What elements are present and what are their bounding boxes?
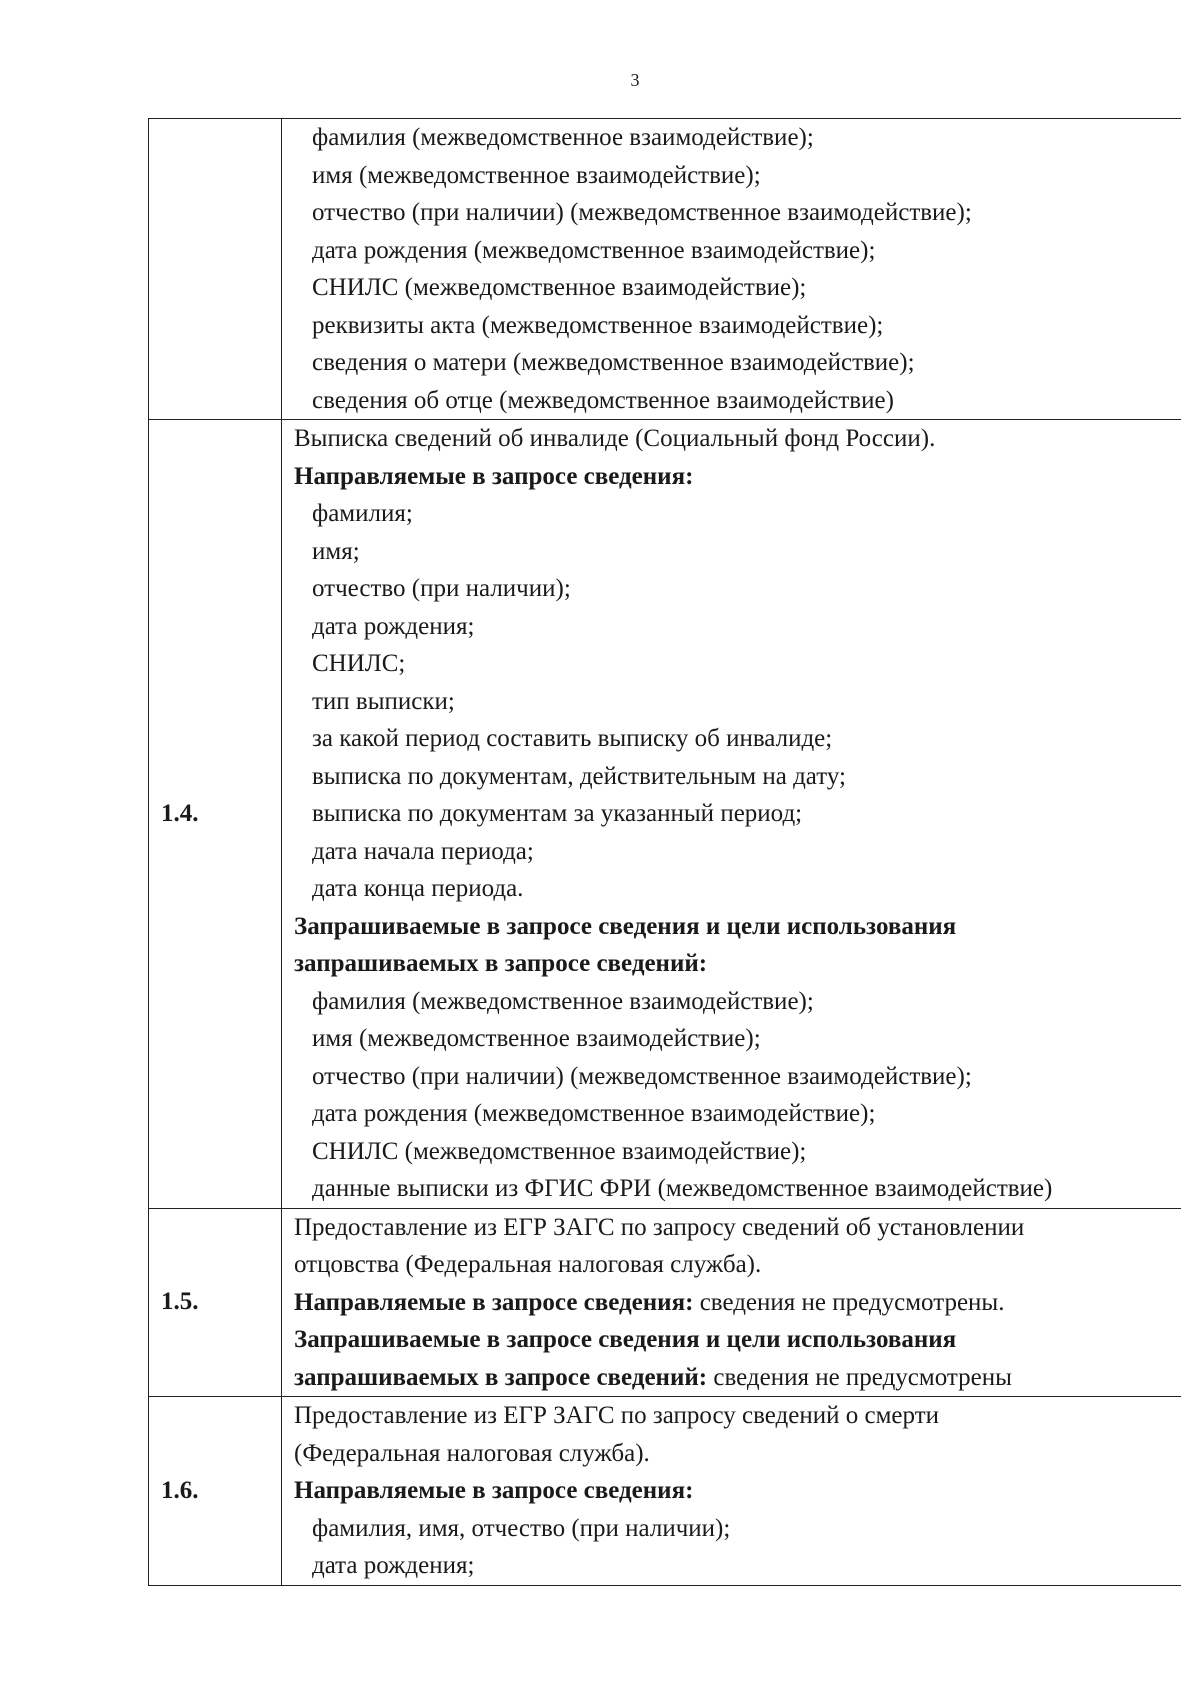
text-line: имя (межведомственное взаимодействие); <box>312 161 761 189</box>
text-line: запрашиваемых в запросе сведений: <box>294 950 708 977</box>
row-number: 1.5. <box>149 1209 282 1397</box>
text-line <box>294 1284 1181 1322</box>
table-row <box>149 119 1181 420</box>
text-line: дата рождения (межведомственное взаимодействие); <box>312 1100 876 1127</box>
text-line: СНИЛС (межведомственное взаимодействие); <box>312 1137 807 1165</box>
text-line: дата рождения; <box>312 1552 475 1579</box>
bold-label: запрашиваемых в запросе сведений: <box>294 1363 708 1391</box>
text-line: тип выписки; <box>312 687 455 715</box>
document-table <box>148 118 1181 1586</box>
text-line: отцовства (Федеральная налоговая служба). <box>294 1251 762 1278</box>
table-row <box>149 1397 1181 1586</box>
text-line: (Федеральная налоговая служба). <box>294 1439 650 1467</box>
table-row <box>149 420 1181 1209</box>
row-number: 1.6. <box>149 1397 282 1585</box>
page-number: 3 <box>630 70 640 90</box>
text-line: Направляемые в запросе сведения: <box>294 1477 694 1504</box>
text-line: отчество (при наличии) (межведомственное взаимодействие); <box>312 199 972 226</box>
bold-label: Направляемые в запросе сведения: <box>294 1288 694 1316</box>
text-line: Направляемые в запросе сведения: <box>294 462 694 490</box>
text-line: отчество (при наличии); <box>312 575 571 602</box>
text-line: фамилия, имя, отчество (при наличии); <box>312 1514 731 1542</box>
table-row <box>149 1209 1181 1398</box>
text-line: имя; <box>312 537 360 565</box>
text-line: данные выписки из ФГИС ФРИ (межведомственное взаимодействие) <box>312 1175 1053 1202</box>
text-line: сведения о матери (межведомственное взаимодействие); <box>312 349 915 376</box>
text-line: дата конца периода. <box>312 875 524 902</box>
text-line: выписка по документам за указанный период; <box>312 800 803 827</box>
text-line: за какой период составить выписку об инвалиде; <box>312 725 833 752</box>
text-line: фамилия; <box>312 500 413 527</box>
row-number: 1.4. <box>149 420 282 1208</box>
text-line: СНИЛС (межведомственное взаимодействие); <box>312 274 807 301</box>
line-text: сведения не предусмотрены. <box>693 1288 1005 1316</box>
text-line <box>294 1359 1181 1397</box>
row-content <box>282 119 1181 419</box>
text-line: Запрашиваемые в запросе сведения и цели использования <box>294 912 957 940</box>
row-number <box>149 119 282 419</box>
text-line: Предоставление из ЕГР ЗАГС по запросу сведений о смерти <box>294 1402 939 1429</box>
text-line: реквизиты акта (межведомственное взаимодействие); <box>312 311 884 339</box>
row-content <box>282 420 1181 1208</box>
line-text: сведения не предусмотрены <box>707 1363 1012 1391</box>
text-line: фамилия (межведомственное взаимодействие); <box>312 124 814 151</box>
text-line: дата рождения; <box>312 612 475 640</box>
text-line: имя (межведомственное взаимодействие); <box>312 1025 761 1052</box>
text-line: сведения об отце (межведомственное взаимодействие) <box>312 386 894 414</box>
text-line: дата начала периода; <box>312 837 534 865</box>
text-line: отчество (при наличии) (межведомственное взаимодействие); <box>312 1062 972 1090</box>
text-line: Запрашиваемые в запросе сведения и цели использования <box>294 1326 957 1353</box>
text-line: дата рождения (межведомственное взаимодействие); <box>312 236 876 264</box>
row-content <box>282 1397 1181 1585</box>
text-line: выписка по документам, действительным на дату; <box>312 762 846 790</box>
text-line: Предоставление из ЕГР ЗАГС по запросу сведений об установлении <box>294 1213 1025 1241</box>
text-line: фамилия (межведомственное взаимодействие); <box>312 987 814 1015</box>
text-line: Выписка сведений об инвалиде (Социальный фонд России). <box>294 425 936 452</box>
row-content <box>282 1209 1181 1397</box>
text-line: СНИЛС; <box>312 650 406 677</box>
